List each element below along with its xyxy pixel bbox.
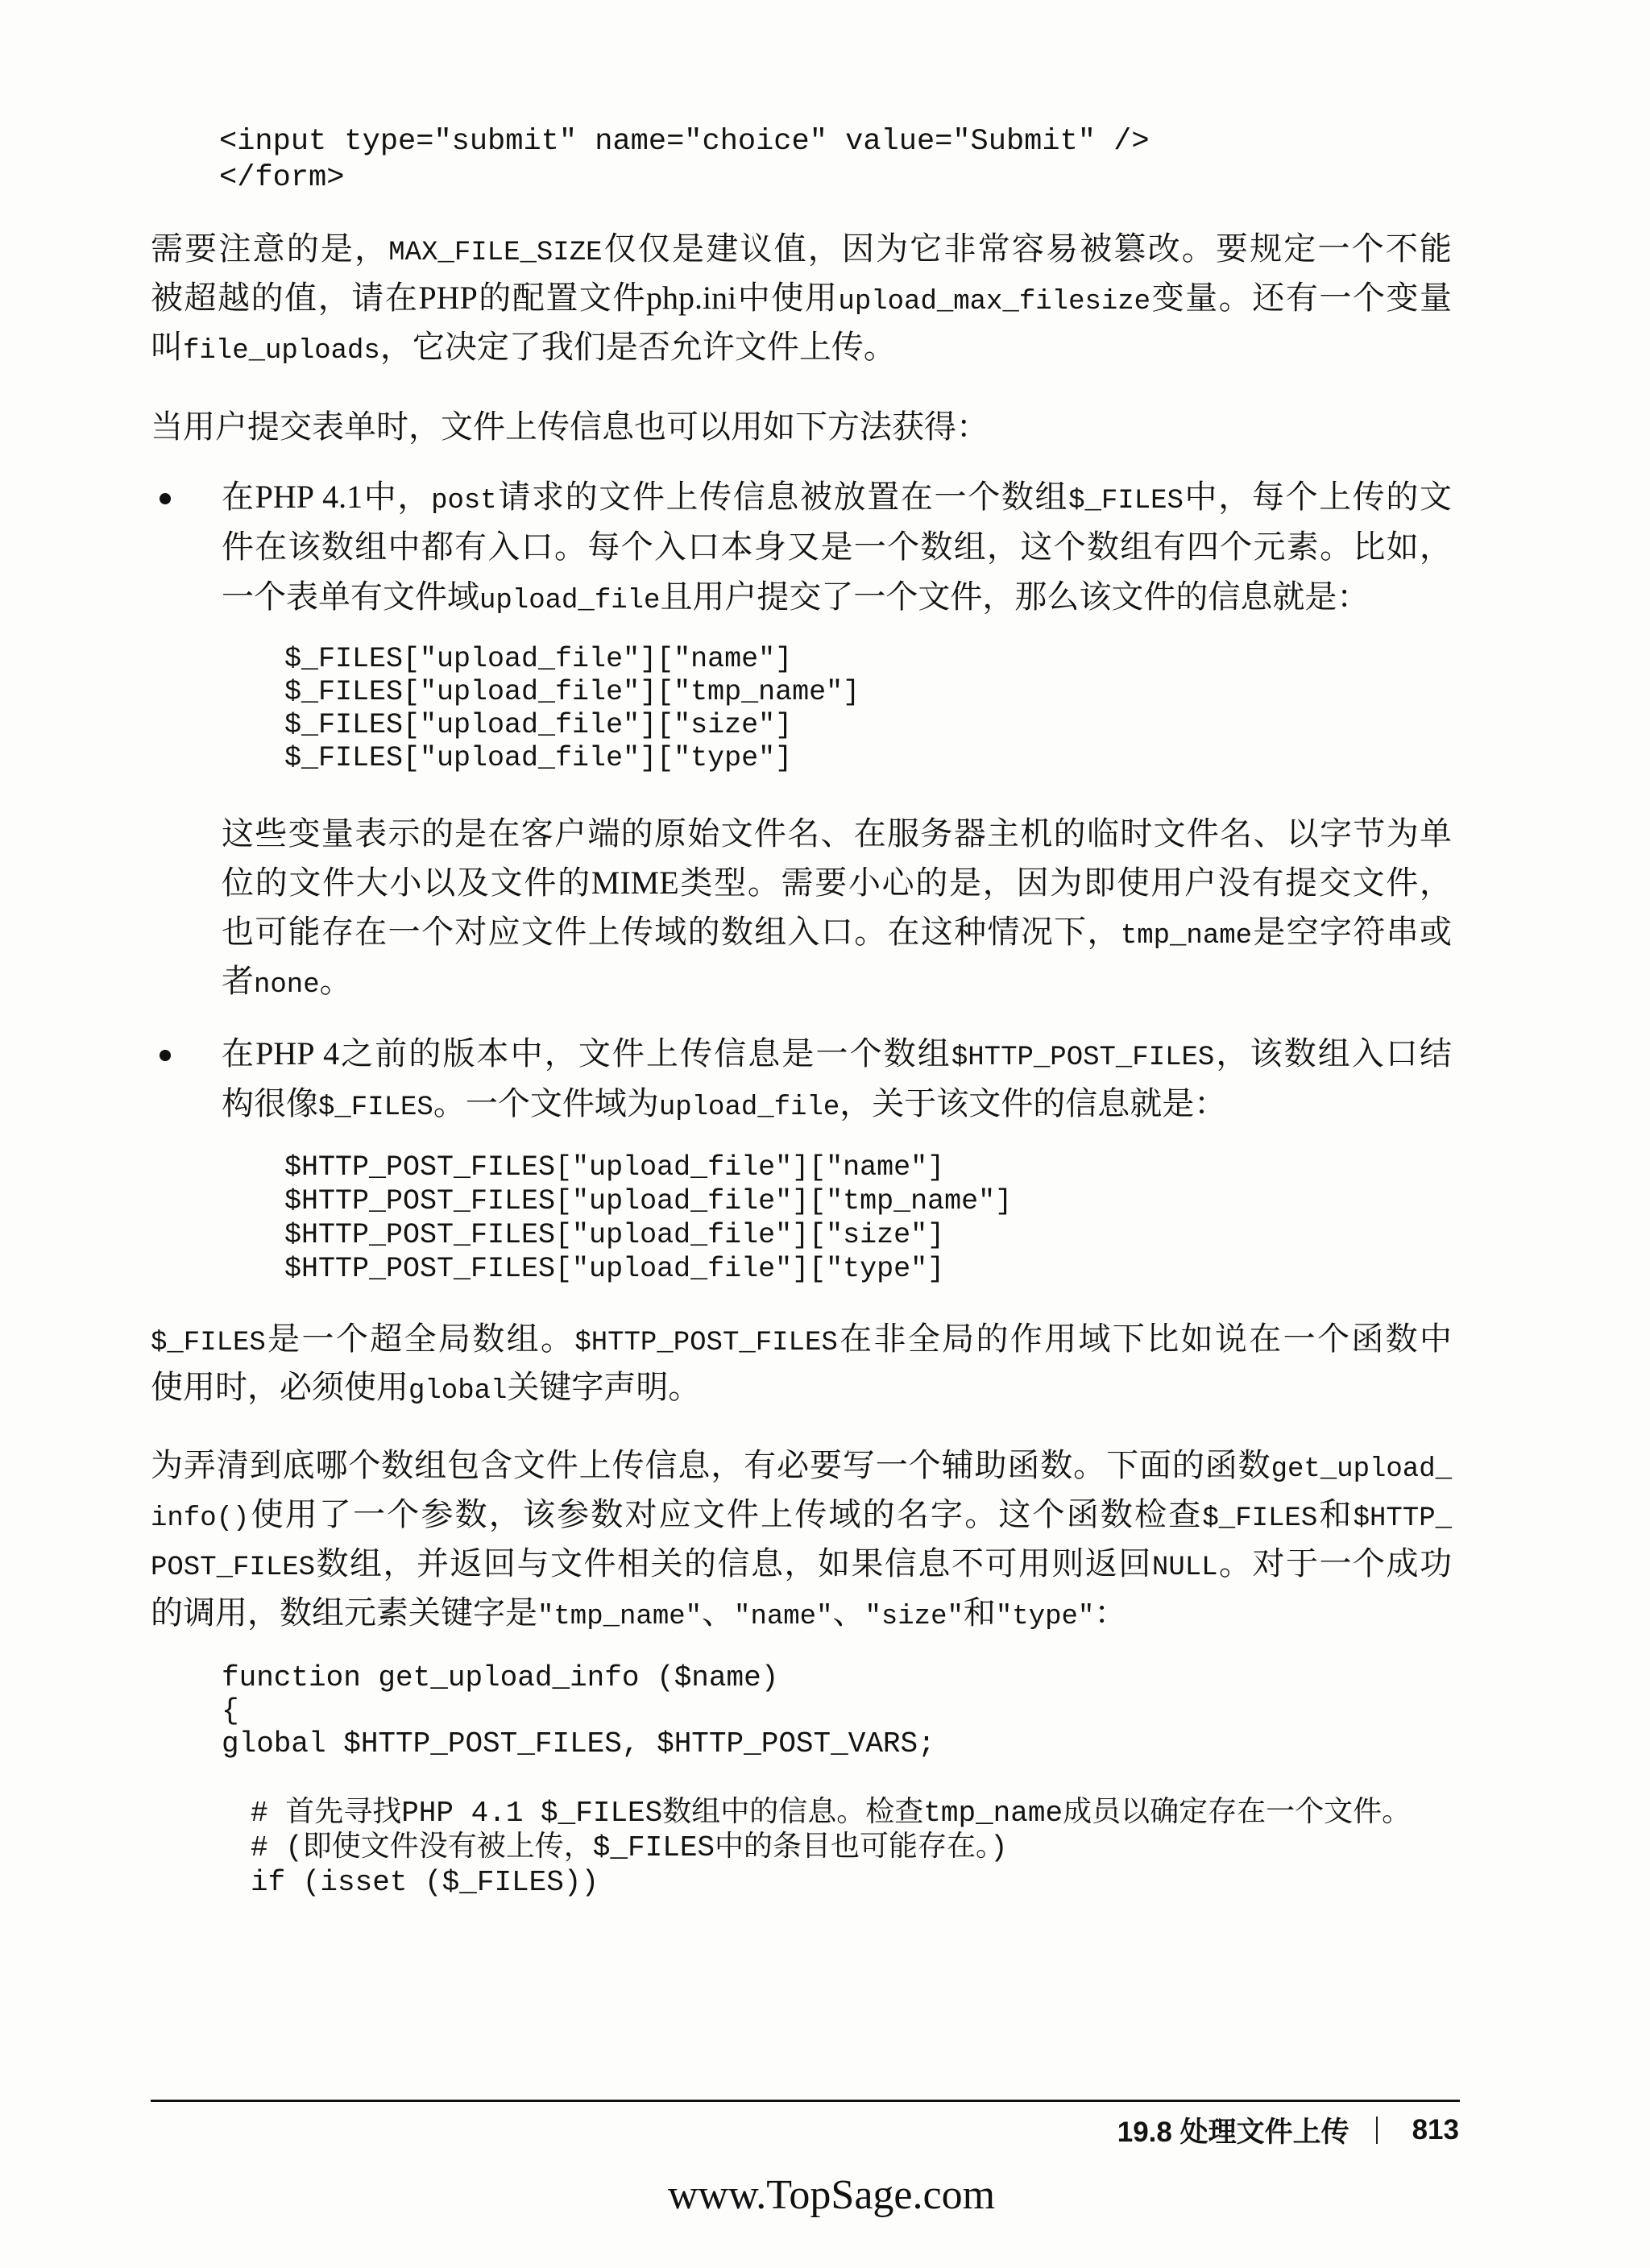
text-line (222, 956, 1452, 1005)
text-line (222, 1079, 1452, 1129)
inline-code: $_FILES (1202, 1503, 1318, 1534)
inline-code: upload_max_filesize (838, 287, 1151, 317)
text-run: 和 (963, 1594, 996, 1631)
text-line (151, 273, 1452, 322)
inline-code: MAX_FILE_SIZE (388, 238, 603, 268)
code-line (284, 742, 860, 775)
paragraph-variables-explanation (222, 809, 1452, 1005)
text-run: 需要注意的是， (151, 230, 389, 267)
inline-code: upload_file (479, 586, 661, 616)
text-run: 位的文件大小以及文件的MIME类型。需要小心的是，因为即使用户没有提交文件， (222, 864, 1452, 901)
code-line (284, 676, 860, 709)
inline-code: $_FILES (1068, 486, 1184, 516)
text-run: 和 (1317, 1496, 1354, 1532)
code-listing-http-post-files (284, 1151, 1012, 1286)
text-line (222, 522, 1452, 572)
text-run: 在非全局的作用域下比如说在一个函数中 (837, 1321, 1453, 1357)
code-line (219, 160, 1150, 197)
paragraph-superglobal-note (151, 1315, 1452, 1412)
code-text: $_FILES["upload_file"]["type"] (284, 742, 793, 774)
text-run: 数组，并返回与文件相关的信息，如果信息不可用则返回 (315, 1545, 1152, 1582)
text-run: ，该数组入口结 (1214, 1035, 1452, 1072)
text-line (151, 1315, 1452, 1363)
inline-code: upload_file (658, 1093, 840, 1123)
text-run: 者 (222, 963, 254, 999)
text-line (222, 907, 1452, 956)
text-run: 在PHP 4之前的版本中，文件上传信息是一个数组 (222, 1035, 951, 1072)
text-run: 中，每个上传的文 (1183, 479, 1452, 515)
text-run: 构很像 (222, 1085, 318, 1122)
text-run: 这些变量表示的是在客户端的原始文件名、在服务器主机的临时文件名、以字节为单 (222, 815, 1452, 852)
text-run: 、 (702, 1594, 735, 1631)
text-run: 在PHP 4.1中， (222, 479, 432, 515)
running-footer (1117, 2113, 1459, 2148)
bullet-item-before-php4 (222, 1029, 1452, 1129)
code-text: <input type="submit" name="choice" value="Submit" /> (219, 125, 1150, 159)
code-text: $HTTP_POST_FILES["upload_file"]["name"] (284, 1151, 945, 1184)
text-line (222, 858, 1452, 907)
code-line (251, 1796, 1411, 1831)
inline-code: $HTTP_POST_FILES (574, 1328, 838, 1358)
inline-code: "name" (734, 1602, 833, 1632)
text-run: 。一个文件域为 (433, 1085, 659, 1122)
inline-code: NULL (1151, 1553, 1218, 1583)
page-number: 813 (1412, 2114, 1459, 2146)
inline-code: post (431, 486, 497, 516)
bullet-dot (160, 493, 171, 504)
text-line (151, 1490, 1452, 1539)
footer-rule (151, 2100, 1460, 2102)
text-run: ，关于该文件的信息就是： (840, 1085, 1227, 1122)
text-line (222, 472, 1452, 522)
code-text: { (222, 1694, 239, 1727)
inline-code: POST_FILES (151, 1553, 316, 1583)
text-line (151, 224, 1452, 273)
inline-code: info() (151, 1503, 250, 1534)
code-line (284, 643, 860, 676)
inline-code: global (408, 1376, 508, 1407)
code-line (284, 709, 860, 742)
inline-code: tmp_name (1120, 921, 1253, 952)
code-text: $_FILES["upload_file"]["name"] (284, 643, 793, 675)
text-run: 请求的文件上传信息被放置在一个数组 (496, 479, 1069, 515)
code-text: # 首先寻找PHP 4.1 $_FILES数组中的信息。检查tmp_name成员以确定存在一个文件。 (251, 1797, 1412, 1830)
text-run: 使用时，必须使用 (151, 1369, 408, 1405)
code-text: $HTTP_POST_FILES["upload_file"]["type"] (284, 1253, 945, 1285)
text-line (222, 572, 1452, 622)
code-text: $HTTP_POST_FILES["upload_file"]["tmp_name"] (284, 1185, 1013, 1217)
text-run: 是一个超全局数组。 (265, 1321, 575, 1357)
footer-section-title: 19.8 处理文件上传 (1117, 2117, 1349, 2148)
inline-code: file_uploads (183, 336, 380, 367)
bullet-dot (160, 1050, 171, 1061)
text-run: 叫 (151, 329, 183, 365)
paragraph-max-file-size (151, 224, 1452, 371)
text-run: 、 (832, 1594, 865, 1631)
code-line (284, 1252, 1012, 1286)
code-line (251, 1865, 1411, 1900)
inline-code: $_FILES (151, 1328, 266, 1358)
text-run: 的调用，数组元素关键字是 (151, 1594, 537, 1631)
inline-code: none (254, 970, 320, 1001)
text-line (151, 1441, 1452, 1490)
text-run: 变量。还有一个变量 (1150, 280, 1452, 316)
text-line (222, 809, 1452, 858)
watermark: www.TopSage.com (668, 2172, 996, 2218)
inline-code: "size" (864, 1602, 964, 1632)
text-run: 是空字符串或 (1252, 914, 1453, 950)
inline-code: $HTTP_POST_FILES (951, 1043, 1215, 1073)
inline-code: get_upload_ (1271, 1454, 1452, 1485)
code-line (251, 1831, 1411, 1865)
text-run: ，它决定了我们是否允许文件上传。 (379, 329, 896, 365)
text-run: 仅仅是建议值，因为它非常容易被篡改。要规定一个不能 (602, 230, 1453, 267)
inline-code: "type" (995, 1602, 1095, 1632)
code-text: # (即使文件没有被上传，$_FILES中的条目也可能存在。) (251, 1831, 1008, 1864)
text-run: 为弄清到底哪个数组包含文件上传信息，有必要写一个辅助函数。下面的函数 (151, 1447, 1271, 1483)
text-run: 。 (319, 963, 352, 999)
code-line (219, 124, 1150, 160)
text-line (222, 1029, 1452, 1079)
text-run: 关键字声明。 (507, 1369, 701, 1405)
code-line (284, 1218, 1012, 1252)
code-listing-form-end (219, 124, 1150, 197)
code-text: $_FILES["upload_file"]["tmp_name"] (284, 676, 860, 708)
code-text: global $HTTP_POST_FILES, $HTTP_POST_VARS; (222, 1727, 935, 1760)
code-line (222, 1661, 935, 1694)
inline-code: "tmp_name" (537, 1602, 703, 1632)
text-line (151, 1588, 1452, 1637)
inline-code: $_FILES (318, 1093, 433, 1123)
code-text: $_FILES["upload_file"]["size"] (284, 709, 793, 741)
text-run: 一个表单有文件域 (222, 578, 479, 615)
code-text: $HTTP_POST_FILES["upload_file"]["size"] (284, 1219, 945, 1251)
text-line (151, 1363, 1452, 1412)
text-line (151, 1539, 1452, 1588)
code-text: </form> (219, 161, 345, 195)
text-line (151, 322, 1452, 371)
text-run: 也可能存在一个对应文件上传域的数组入口。在这种情况下， (222, 914, 1121, 950)
inline-code: $HTTP_ (1353, 1503, 1452, 1534)
text-line (151, 402, 1452, 451)
text-run: 被超越的值，请在PHP的配置文件php.ini中使用 (151, 280, 839, 316)
text-run: 当用户提交表单时，文件上传信息也可以用如下方法获得： (151, 408, 989, 445)
code-listing-function-body (251, 1796, 1411, 1900)
code-line (284, 1151, 1012, 1184)
text-run: ： (1094, 1594, 1127, 1631)
code-text: function get_upload_info ($name) (222, 1661, 779, 1694)
text-run: 。对于一个成功 (1217, 1545, 1453, 1582)
text-run: 使用了一个参数，该参数对应文件上传域的名字。这个函数检查 (249, 1496, 1203, 1532)
code-line (284, 1184, 1012, 1218)
paragraph-helper-function (151, 1441, 1452, 1637)
code-line (222, 1727, 935, 1760)
code-listing-files-array (284, 643, 860, 775)
paragraph-submit-intro (151, 402, 1452, 451)
bullet-item-php41 (222, 472, 1452, 622)
text-run: 件在该数组中都有入口。每个入口本身又是一个数组，这个数组有四个元素。比如， (222, 529, 1452, 565)
code-line (222, 1694, 935, 1727)
code-listing-function-head (222, 1661, 935, 1760)
text-run: 且用户提交了一个文件，那么该文件的信息就是： (660, 578, 1370, 615)
footer-separator (1376, 2117, 1378, 2144)
code-text: if (isset ($_FILES)) (251, 1866, 599, 1899)
